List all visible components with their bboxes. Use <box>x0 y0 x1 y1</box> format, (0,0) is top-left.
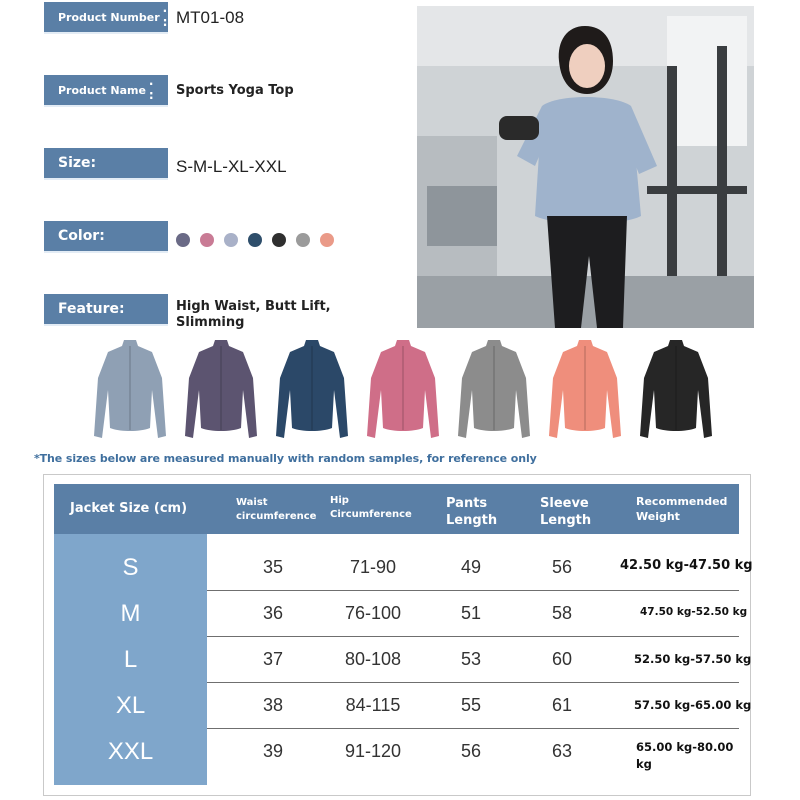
feature-label: Feature: <box>44 294 168 326</box>
header-waist-line2: circumference <box>236 511 317 522</box>
feature-value <box>176 299 331 331</box>
header-pants-line2: Length <box>446 513 498 528</box>
header-sleeve-line2: Length <box>540 513 592 528</box>
garment-row <box>90 338 720 442</box>
header-weight-line2: Weight <box>636 510 680 523</box>
feature-line-2: Slimming <box>176 315 245 330</box>
size-value: S-M-L-XL-XXL <box>176 157 287 176</box>
weight-line: 65.00 kg-80.00 <box>636 740 734 754</box>
jacket-black-icon <box>636 338 716 442</box>
gym-model-image <box>417 6 754 328</box>
header-jacket-size: Jacket Size (cm) <box>70 501 188 516</box>
jacket-pink-icon <box>363 338 443 442</box>
weight-cell <box>634 698 751 712</box>
waist-cell: 38 <box>262 695 284 715</box>
color-swatch <box>176 233 190 247</box>
row-divider <box>207 682 739 683</box>
jacket-coral-icon <box>545 338 625 442</box>
color-swatch <box>296 233 310 247</box>
waist-cell: 39 <box>262 741 284 761</box>
waist-cell: 37 <box>262 649 284 669</box>
product-name-value: Sports Yoga Top <box>176 83 294 98</box>
header-weight-line1: Recommended <box>636 495 728 508</box>
color-swatch <box>200 233 214 247</box>
color-swatch <box>248 233 262 247</box>
pants-cell: 49 <box>460 557 482 577</box>
header-hip-line1: Hip <box>330 495 349 506</box>
color-label: Color: <box>44 221 168 253</box>
size-cell: L <box>123 646 138 673</box>
weight-cell <box>640 606 747 618</box>
weight-line: kg <box>636 757 652 771</box>
measurement-note: *The sizes below are measured manually with random samples, for reference only <box>34 452 537 465</box>
weight-cell <box>634 652 751 666</box>
hip-cell: 91-120 <box>344 741 402 761</box>
sleeve-cell: 61 <box>551 695 573 715</box>
weight-cell <box>636 739 733 773</box>
product-name-label: Product Name · : <box>44 75 168 107</box>
sleeve-cell: 56 <box>551 557 573 577</box>
header-hip <box>330 494 412 522</box>
weight-line: 47.50 kg-52.50 kg <box>640 606 748 618</box>
weight-line: 52.50 kg-57.50 kg <box>634 652 752 666</box>
header-pants <box>446 495 497 529</box>
hip-cell: 71-90 <box>349 557 397 577</box>
jacket-grey-icon <box>454 338 534 442</box>
weight-line: 42.50 kg-47.50 kg <box>620 558 753 573</box>
size-cell: S <box>122 554 139 581</box>
color-swatches <box>176 233 334 247</box>
hip-cell: 80-108 <box>344 649 402 669</box>
waist-cell: 35 <box>262 557 284 577</box>
sleeve-cell: 60 <box>551 649 573 669</box>
header-waist <box>236 496 316 524</box>
sleeve-cell: 63 <box>551 741 573 761</box>
color-swatch <box>224 233 238 247</box>
header-weight <box>636 494 727 524</box>
product-photo <box>417 6 754 328</box>
weight-cell <box>620 558 753 573</box>
sleeve-cell: 58 <box>551 603 573 623</box>
size-cell: M <box>120 600 141 627</box>
feature-line-1: High Waist, Butt Lift, <box>176 299 331 314</box>
row-divider <box>207 636 739 637</box>
row-divider <box>207 728 739 729</box>
weight-line: 57.50 kg-65.00 kg <box>634 698 752 712</box>
product-number-label: Product Number · : <box>44 2 168 34</box>
jacket-grey-blue-icon <box>90 338 170 442</box>
pants-cell: 53 <box>460 649 482 669</box>
header-pants-line1: Pants <box>446 496 488 511</box>
header-hip-line2: Circumference <box>330 509 412 520</box>
waist-cell: 36 <box>262 603 284 623</box>
hip-cell: 76-100 <box>344 603 402 623</box>
header-sleeve-line1: Sleeve <box>540 496 589 511</box>
header-sleeve <box>540 495 591 529</box>
row-divider <box>207 590 739 591</box>
hip-cell: 84-115 <box>345 695 401 715</box>
color-swatch <box>320 233 334 247</box>
size-cell: XL <box>115 692 146 719</box>
jacket-navy-icon <box>272 338 352 442</box>
product-number-value: MT01-08 <box>176 8 245 27</box>
size-label: Size: <box>44 148 168 180</box>
color-swatch <box>272 233 286 247</box>
pants-cell: 51 <box>460 603 482 623</box>
header-waist-line1: Waist <box>236 497 268 508</box>
size-cell: XXL <box>107 738 154 765</box>
pants-cell: 55 <box>460 695 482 715</box>
pants-cell: 56 <box>460 741 482 761</box>
jacket-purple-grey-icon <box>181 338 261 442</box>
